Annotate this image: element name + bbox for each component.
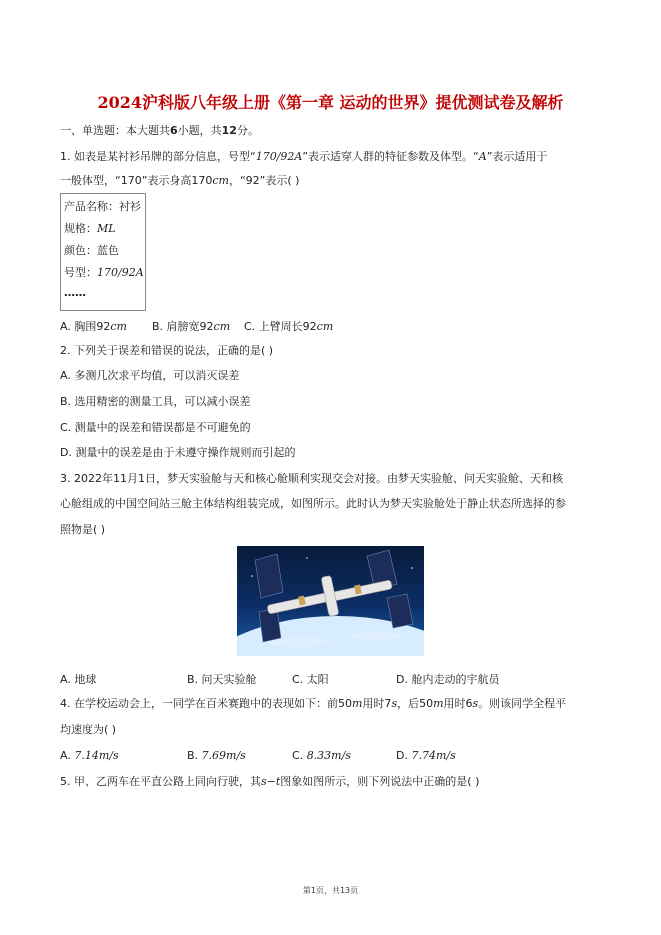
- q2-option-d[interactable]: D. 测量中的误差是由于未遵守操作规则而引起的: [60, 446, 296, 459]
- tag-size: [64, 220, 116, 236]
- q1-stem-line1: [60, 150, 547, 164]
- q1-stem-line2: [60, 174, 299, 188]
- tag-size-value: ML: [97, 222, 116, 235]
- q1-unit: cm: [212, 174, 229, 187]
- option-text: C. 上臂周长92: [244, 320, 317, 333]
- space-station-photo: [237, 546, 424, 656]
- q4-text: 用时6: [443, 697, 473, 710]
- section-mid: 小题，共: [177, 124, 222, 137]
- q1-text: ”表示适用于: [486, 150, 548, 163]
- section-score: 12: [221, 124, 237, 137]
- tag-color: 颜色：蓝色: [64, 244, 119, 257]
- q1-math: 170/92A: [255, 150, 303, 163]
- q1-option-b[interactable]: [152, 318, 230, 334]
- tag-size-label: 规格：: [64, 222, 97, 235]
- q5-math: s−t: [261, 775, 281, 788]
- option-text: A. 胸围92: [60, 320, 111, 333]
- option-value: 7.69m/s: [201, 749, 246, 762]
- q1-text: 1. 如表是某衬衫吊牌的部分信息，号型“: [60, 150, 256, 163]
- q4-stem-line2: 均速度为( ): [60, 723, 117, 736]
- q2-option-a[interactable]: A. 多测几次求平均值，可以消灭误差: [60, 369, 240, 382]
- q4-text: ，后50: [397, 697, 434, 710]
- q4-stem-line1: [60, 697, 566, 711]
- q1-text: ，“92”表示( ): [228, 174, 300, 187]
- q4-text: 4. 在学校运动会上，一同学在百米赛跑中的表现如下：前50: [60, 697, 352, 710]
- q2-option-c[interactable]: C. 测量中的误差和错误都是不可避免的: [60, 421, 251, 434]
- q1-math: A: [478, 150, 487, 163]
- q4-unit: m: [433, 697, 444, 710]
- option-label: C.: [292, 749, 304, 762]
- page-title: 2024沪科版八年级上册《第一章 运动的世界》提优测试卷及解析: [97, 93, 564, 112]
- option-unit: cm: [110, 320, 127, 333]
- q5-text: 5. 甲、乙两车在平直公路上同向行驶，其: [60, 775, 261, 788]
- q4-unit: m: [352, 697, 363, 710]
- section-count: 6: [170, 124, 178, 137]
- q4-unit: s: [391, 697, 398, 710]
- option-label: B.: [187, 749, 199, 762]
- q3-option-b[interactable]: B. 问天实验舱: [187, 673, 257, 686]
- option-value: 7.14m/s: [74, 749, 119, 762]
- option-label: A.: [60, 749, 71, 762]
- option-label: D.: [396, 749, 408, 762]
- q1-option-a[interactable]: [60, 318, 127, 334]
- tag-model-value: 170/92A: [97, 266, 144, 279]
- q4-option-c[interactable]: [292, 749, 351, 762]
- q1-text: ”表示适穿人群的特征参数及体型。“: [302, 150, 479, 163]
- q4-text: 。则该同学全程平: [478, 697, 567, 710]
- q5-text: 图象如图所示，则下列说法中正确的是( ): [280, 775, 480, 788]
- q3-stem-line1: 3. 2022年11月1日，梦天实验舱与天和核心舱顺利实现交会对接。由梦天实验舱、问天实验舱、天和核: [60, 472, 563, 485]
- section-prefix: 一、单选题：本大题共: [60, 124, 170, 137]
- q5-stem: [60, 775, 479, 789]
- q1-option-c[interactable]: [244, 318, 333, 334]
- q4-option-d[interactable]: [396, 749, 456, 762]
- q3-stem-line2: 心舱组成的中国空间站三舱主体结构组装完成，如图所示。此时认为梦天实验舱处于静止状态所选择的参: [60, 497, 566, 510]
- option-unit: cm: [316, 320, 334, 333]
- q4-option-b[interactable]: [187, 749, 246, 762]
- tag-model: [64, 264, 144, 280]
- option-text: B. 肩膀宽92: [152, 320, 214, 333]
- q3-option-a[interactable]: A. 地球: [60, 673, 97, 686]
- option-unit: cm: [213, 320, 231, 333]
- space-station-illustration: [237, 546, 424, 656]
- q4-unit: s: [472, 697, 479, 710]
- q3-option-d[interactable]: D. 舱内走动的宇航员: [396, 673, 500, 686]
- q2-stem: 2. 下列关于误差和错误的说法，正确的是( ): [60, 344, 274, 357]
- q1-text: 一般体型，“170”表示身高170: [60, 174, 213, 187]
- q3-stem-line3: 照物是( ): [60, 523, 106, 536]
- q2-option-b[interactable]: B. 选用精密的测量工具，可以减小误差: [60, 395, 251, 408]
- tag-model-label: 号型：: [64, 266, 97, 279]
- q3-option-c[interactable]: C. 太阳: [292, 673, 329, 686]
- section-heading: [60, 124, 259, 138]
- q4-text: 用时7: [362, 697, 392, 710]
- option-value: 7.74m/s: [411, 749, 456, 762]
- q1-garment-tag: [60, 193, 146, 311]
- q4-option-a[interactable]: [60, 749, 119, 762]
- tag-product-name: 产品名称：衬衫: [64, 200, 141, 213]
- option-value: 8.33m/s: [306, 749, 351, 762]
- section-suffix: 分。: [236, 124, 259, 137]
- page-footer: 第1页，共13页: [302, 886, 359, 895]
- tag-ellipsis: ……: [64, 286, 86, 299]
